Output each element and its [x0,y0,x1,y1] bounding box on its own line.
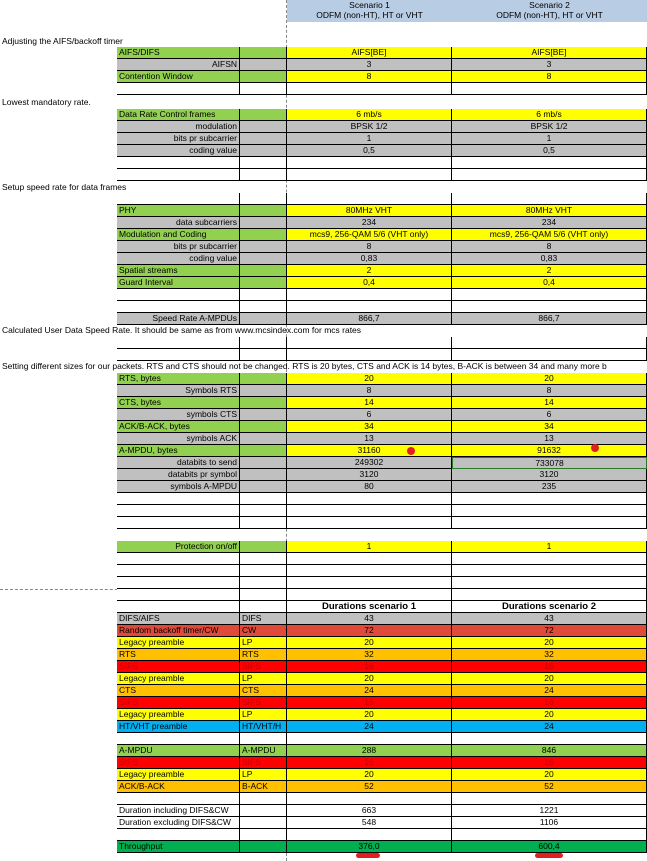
dur-difs-abbr[interactable]: DIFS [240,613,287,625]
empty-cell[interactable] [117,349,240,361]
dur-incl-s2[interactable]: 1221 [452,805,647,817]
empty-cell[interactable] [117,337,240,349]
gi-unit[interactable] [240,277,287,289]
section-speed: Setup speed rate for data frames [2,182,127,192]
cv-unit[interactable] [240,145,287,157]
dsc-label[interactable]: data subcarriers [117,217,240,229]
empty-cell[interactable] [240,193,287,205]
rts-s2[interactable]: 20 [452,373,647,385]
dur-excl-s2[interactable]: 1106 [452,817,647,829]
drc-label[interactable]: Data Rate Control frames [117,109,240,121]
dps-unit[interactable] [240,469,287,481]
empty-cell[interactable] [287,565,452,577]
dts-unit[interactable] [240,457,287,469]
dur-sifs-s1[interactable]: 16 [287,697,452,709]
empty-cell[interactable] [452,301,647,313]
dur-cts-label[interactable]: CTS [117,685,240,697]
prot-s1[interactable]: 1 [287,541,452,553]
empty-cell[interactable] [452,289,647,301]
empty-cell[interactable] [240,157,287,169]
sam-s1[interactable]: 80 [287,481,452,493]
throughput-label[interactable]: Throughput [117,841,240,853]
dur-cts-s1[interactable]: 24 [287,685,452,697]
scenario1-subtitle: ODFM (non-HT), HT or VHT [316,10,423,20]
empty-cell[interactable] [452,589,647,601]
mac-label[interactable]: Modulation and Coding [117,229,240,241]
mac-s2[interactable]: mcs9, 256-QAM 5/6 (VHT only) [452,229,647,241]
cv-s1[interactable]: 0,5 [287,145,452,157]
empty-cell[interactable] [240,829,287,841]
ss-unit[interactable] [240,265,287,277]
gi-label[interactable]: Guard Interval [117,277,240,289]
dur-vht-s2[interactable]: 24 [452,721,647,733]
cw-label[interactable]: Contention Window [117,71,240,83]
cv2-s2[interactable]: 0,83 [452,253,647,265]
empty-cell[interactable] [117,577,240,589]
empty-cell[interactable] [452,493,647,505]
srts-unit[interactable] [240,385,287,397]
dur-cw-label[interactable]: Random backoff timer/CW [117,625,240,637]
prot-unit[interactable] [240,541,287,553]
cv2-label[interactable]: coding value [117,253,240,265]
dur-lp-abbr[interactable]: LP [240,709,287,721]
empty-cell[interactable] [117,793,240,805]
scts-label[interactable]: symbols CTS [117,409,240,421]
empty-cell[interactable] [240,577,287,589]
empty-cell[interactable] [452,83,647,95]
dur-cts-s2[interactable]: 24 [452,685,647,697]
sack-s2[interactable]: 13 [452,433,647,445]
aifs-difs-s1[interactable]: AIFS[BE] [287,47,452,59]
bps-s1[interactable]: 1 [287,133,452,145]
sr-unit[interactable] [240,313,287,325]
scenario2-header[interactable] [452,0,647,22]
ack-label[interactable]: ACK/B-ACK, bytes [117,421,240,433]
gi-s1[interactable]: 0,4 [287,277,452,289]
dts-s2[interactable]: 733078 [452,457,647,469]
prot-label[interactable]: Protection on/off [117,541,240,553]
dur-difs-label[interactable]: DIFS/AIFS [117,613,240,625]
dur-difs-s2[interactable]: 43 [452,613,647,625]
empty-cell[interactable] [117,157,240,169]
gi-s2[interactable]: 0,4 [452,277,647,289]
empty-cell[interactable] [452,517,647,529]
empty-cell[interactable] [240,565,287,577]
scts-s2[interactable]: 6 [452,409,647,421]
cv-s2[interactable]: 0,5 [452,145,647,157]
empty-cell[interactable] [452,577,647,589]
dur-excl-label[interactable]: Duration excluding DIFS&CW [117,817,240,829]
empty-cell[interactable] [240,517,287,529]
rts-label[interactable]: RTS, bytes [117,373,240,385]
sam-label[interactable]: symbols A-MPDU [117,481,240,493]
empty-cell[interactable] [117,83,240,95]
dur-sifs-abbr[interactable]: SIFS [240,757,287,769]
dur-lp-s1[interactable]: 20 [287,673,452,685]
bps-s2[interactable]: 1 [452,133,647,145]
dur-sifs-s2[interactable]: 16 [452,757,647,769]
dps-label[interactable]: databits pr symbol [117,469,240,481]
dsc-s1[interactable]: 234 [287,217,452,229]
empty-cell[interactable] [240,493,287,505]
red-marker-dot [591,444,599,452]
dur-lp-s1[interactable]: 20 [287,769,452,781]
dps-s2[interactable]: 3120 [452,469,647,481]
empty-cell[interactable] [452,157,647,169]
dur-lp-s2[interactable]: 20 [452,637,647,649]
empty-cell[interactable] [287,169,452,181]
aifs-difs-label[interactable]: AIFS/DIFS [117,47,240,59]
phy-s1[interactable]: 80MHz VHT [287,205,452,217]
dur-sifs-abbr[interactable]: SIFS [240,661,287,673]
phy-unit[interactable] [240,205,287,217]
mac-s1[interactable]: mcs9, 256-QAM 5/6 (VHT only) [287,229,452,241]
empty-cell[interactable] [117,829,240,841]
empty-cell[interactable] [287,553,452,565]
empty-cell[interactable] [452,553,647,565]
ampdu-label[interactable]: A-MPDU, bytes [117,445,240,457]
sr-s1[interactable]: 866,7 [287,313,452,325]
dsc-unit[interactable] [240,217,287,229]
srts-s2[interactable]: 8 [452,385,647,397]
empty-cell[interactable] [287,793,452,805]
scts-s1[interactable]: 6 [287,409,452,421]
cw-unit[interactable] [240,71,287,83]
cv2-unit[interactable] [240,253,287,265]
dur-sifs-label[interactable]: SIFS [117,661,240,673]
empty-cell[interactable] [452,829,647,841]
dts-label[interactable]: databits to send [117,457,240,469]
dsc-s2[interactable]: 234 [452,217,647,229]
section-rate: Lowest mandatory rate. [2,97,91,107]
throughput-unit[interactable] [240,841,287,853]
ss-s2[interactable]: 2 [452,265,647,277]
dur-rts-s1[interactable]: 32 [287,649,452,661]
empty-cell[interactable] [240,337,287,349]
mod-label[interactable]: modulation [117,121,240,133]
sack-unit[interactable] [240,433,287,445]
aifsn-label[interactable]: AIFSN [117,59,240,71]
section-sizes: Setting different sizes for our packets. RTS and CTS should not be changed. RTS is 20 bytes, CTS and ACK is 14 bytes, B-ACK is between 34 and many more b [2,361,607,371]
empty-cell[interactable] [452,349,647,361]
dur-sifs-s2[interactable]: 16 [452,697,647,709]
cts-s1[interactable]: 14 [287,397,452,409]
dur-back-label[interactable]: ACK/B-ACK [117,781,240,793]
empty-cell[interactable] [240,733,287,745]
empty-cell[interactable] [287,83,452,95]
phy-s2[interactable]: 80MHz VHT [452,205,647,217]
srts-s1[interactable]: 8 [287,385,452,397]
empty-cell[interactable] [117,601,240,613]
dur-cw-s2[interactable]: 72 [452,625,647,637]
dur-cw-s1[interactable]: 72 [287,625,452,637]
dur-lp-abbr[interactable]: LP [240,637,287,649]
dur-sifs-s2[interactable]: 16 [452,661,647,673]
durations-header-s1[interactable]: Durations scenario 1 [287,601,452,613]
sack-s1[interactable]: 13 [287,433,452,445]
dur-rts-label[interactable]: RTS [117,649,240,661]
empty-cell[interactable] [240,601,287,613]
empty-cell[interactable] [452,169,647,181]
dur-lp-label[interactable]: Legacy preamble [117,709,240,721]
ack-s2[interactable]: 34 [452,421,647,433]
durations-header-s2[interactable]: Durations scenario 2 [452,601,647,613]
empty-cell[interactable] [287,193,452,205]
empty-cell[interactable] [117,505,240,517]
ss-s1[interactable]: 2 [287,265,452,277]
dur-lp-s1[interactable]: 20 [287,709,452,721]
empty-cell[interactable] [287,493,452,505]
bps2-s1[interactable]: 8 [287,241,452,253]
dur-difs-s1[interactable]: 43 [287,613,452,625]
empty-cell[interactable] [240,301,287,313]
dur-sifs-label[interactable]: SIFS [117,697,240,709]
red-marker-dot [407,447,415,455]
ack-unit[interactable] [240,421,287,433]
aifs-difs-s2[interactable]: AIFS[BE] [452,47,647,59]
dps-s1[interactable]: 3120 [287,469,452,481]
dur-lp-s2[interactable]: 20 [452,709,647,721]
dur-incl-unit[interactable] [240,805,287,817]
empty-cell[interactable] [240,589,287,601]
dur-sifs-abbr[interactable]: SIFS [240,697,287,709]
dur-lp-s2[interactable]: 20 [452,673,647,685]
empty-cell[interactable] [117,289,240,301]
drc-unit[interactable] [240,109,287,121]
ampdu-s2[interactable]: 91632 [452,445,647,457]
scenario2-subtitle: ODFM (non-HT), HT or VHT [496,10,603,20]
dur-cts-abbr[interactable]: CTS [240,685,287,697]
empty-cell[interactable] [287,517,452,529]
dur-ampdu-s2[interactable]: 846 [452,745,647,757]
empty-cell[interactable] [240,553,287,565]
drc-s2[interactable]: 6 mb/s [452,109,647,121]
cw-s2[interactable]: 8 [452,71,647,83]
dur-incl-label[interactable]: Duration including DIFS&CW [117,805,240,817]
mod-s1[interactable]: BPSK 1/2 [287,121,452,133]
empty-cell[interactable] [452,565,647,577]
dur-rts-s2[interactable]: 32 [452,649,647,661]
empty-cell[interactable] [240,83,287,95]
dur-ampdu-abbr[interactable]: A-MPDU [240,745,287,757]
ampdu-s1[interactable]: 31160 [287,445,452,457]
throughput-s2[interactable]: 600,4 [452,841,647,853]
sr-s2[interactable]: 866,7 [452,313,647,325]
scenario1-header[interactable] [287,0,453,22]
dur-vht-abbr[interactable]: HT/VHT/H [240,721,287,733]
throughput-s1[interactable]: 376,0 [287,841,452,853]
dur-ampdu-s1[interactable]: 288 [287,745,452,757]
dur-back-abbr[interactable]: B-ACK [240,781,287,793]
empty-cell[interactable] [240,349,287,361]
empty-cell[interactable] [287,157,452,169]
dur-lp-label[interactable]: Legacy preamble [117,637,240,649]
dts-s1[interactable]: 249302 [287,457,452,469]
aifsn-unit[interactable] [240,59,287,71]
dur-lp-label[interactable]: Legacy preamble [117,673,240,685]
empty-cell[interactable] [287,349,452,361]
dur-lp-abbr[interactable]: LP [240,673,287,685]
mod-s2[interactable]: BPSK 1/2 [452,121,647,133]
cts-s2[interactable]: 14 [452,397,647,409]
dur-lp-s1[interactable]: 20 [287,637,452,649]
ss-label[interactable]: Spatial streams [117,265,240,277]
bps2-s2[interactable]: 8 [452,241,647,253]
empty-cell[interactable] [452,505,647,517]
bps-unit[interactable] [240,133,287,145]
empty-cell[interactable] [287,337,452,349]
drc-s1[interactable]: 6 mb/s [287,109,452,121]
empty-cell[interactable] [117,553,240,565]
empty-cell[interactable] [287,589,452,601]
dur-vht-label[interactable]: HT/VHT preamble [117,721,240,733]
empty-cell[interactable] [452,193,647,205]
empty-cell[interactable] [117,733,240,745]
sam-s2[interactable]: 235 [452,481,647,493]
empty-cell[interactable] [240,289,287,301]
empty-cell[interactable] [117,517,240,529]
empty-cell[interactable] [452,337,647,349]
bps2-unit[interactable] [240,241,287,253]
empty-cell[interactable] [117,193,240,205]
rts-unit[interactable] [240,373,287,385]
aifsn-s1[interactable]: 3 [287,59,452,71]
empty-cell[interactable] [287,289,452,301]
empty-cell[interactable] [452,793,647,805]
sack-label[interactable]: symbols ACK [117,433,240,445]
section-calc: Calculated User Data Speed Rate. It should be same as from www.mcsindex.com for mcs rates [2,325,362,335]
empty-cell[interactable] [117,589,240,601]
dur-lp-abbr[interactable]: LP [240,769,287,781]
sam-unit[interactable] [240,481,287,493]
mac-unit[interactable] [240,229,287,241]
empty-cell[interactable] [240,793,287,805]
dur-incl-s1[interactable]: 663 [287,805,452,817]
empty-cell[interactable] [287,829,452,841]
empty-cell[interactable] [287,577,452,589]
dur-sifs-label[interactable]: SIFS [117,757,240,769]
dur-back-s2[interactable]: 52 [452,781,647,793]
empty-cell[interactable] [117,493,240,505]
empty-cell[interactable] [240,169,287,181]
scts-unit[interactable] [240,409,287,421]
bps-label[interactable]: bits pr subcarrier [117,133,240,145]
mod-unit[interactable] [240,121,287,133]
empty-cell[interactable] [287,733,452,745]
cts-label[interactable]: CTS, bytes [117,397,240,409]
sr-label[interactable]: Speed Rate A-MPDUs [117,313,240,325]
ampdu-unit[interactable] [240,445,287,457]
cts-unit[interactable] [240,397,287,409]
dur-excl-s1[interactable]: 548 [287,817,452,829]
prot-s2[interactable]: 1 [452,541,647,553]
empty-cell[interactable] [240,505,287,517]
cv2-s1[interactable]: 0,83 [287,253,452,265]
ack-s1[interactable]: 34 [287,421,452,433]
cw-s1[interactable]: 8 [287,71,452,83]
empty-cell[interactable] [452,733,647,745]
aifsn-s2[interactable]: 3 [452,59,647,71]
empty-cell[interactable] [117,565,240,577]
empty-cell[interactable] [117,301,240,313]
scenario1-title: Scenario 1 [349,0,390,10]
cv-label[interactable]: coding value [117,145,240,157]
empty-cell[interactable] [117,169,240,181]
dur-vht-s1[interactable]: 24 [287,721,452,733]
empty-cell[interactable] [287,505,452,517]
dur-rts-abbr[interactable]: RTS [240,649,287,661]
bps2-label[interactable]: bits pr subcarrier [117,241,240,253]
aifs-difs-unit[interactable] [240,47,287,59]
dur-sifs-s1[interactable]: 16 [287,757,452,769]
srts-label[interactable]: Symbols RTS [117,385,240,397]
dur-lp-label[interactable]: Legacy preamble [117,769,240,781]
dur-cw-abbr[interactable]: CW [240,625,287,637]
rts-s1[interactable]: 20 [287,373,452,385]
section-aifs: Adjusting the AIFS/backoff timer [2,36,123,46]
red-underline-marker [356,853,380,858]
phy-label[interactable]: PHY [117,205,240,217]
empty-cell[interactable] [287,301,452,313]
dur-excl-unit[interactable] [240,817,287,829]
red-underline-marker [535,853,563,858]
scenario2-title: Scenario 2 [529,0,570,10]
dur-ampdu-label[interactable]: A-MPDU [117,745,240,757]
dur-back-s1[interactable]: 52 [287,781,452,793]
dur-lp-s2[interactable]: 20 [452,769,647,781]
dur-sifs-s1[interactable]: 16 [287,661,452,673]
